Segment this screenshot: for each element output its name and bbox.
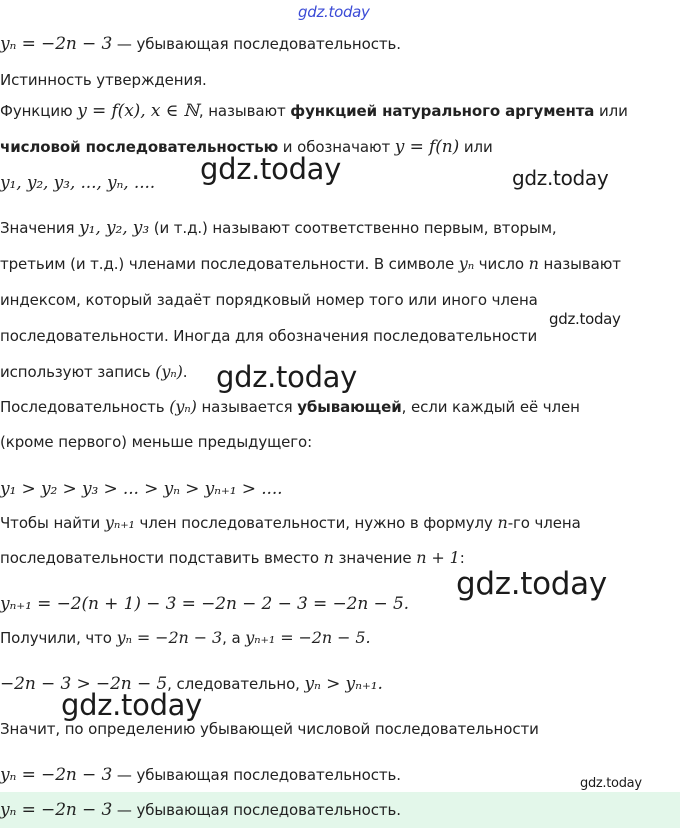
watermark: gdz.today bbox=[580, 776, 642, 791]
terms-line-3: индексом, который задаёт порядковый номер того или иного члена bbox=[0, 291, 538, 309]
bold-term: числовой последовательностью bbox=[0, 138, 279, 156]
watermark: gdz.today bbox=[549, 310, 621, 328]
watermark: gdz.today bbox=[456, 566, 607, 602]
final-answer: yₙ = −2n − 3 — убывающая последовательность. bbox=[0, 800, 401, 820]
formula: yₙ₊₁ = −2(n + 1) − 3 = −2n − 2 − 3 = −2n − 5. bbox=[0, 594, 409, 614]
terms-line-1: Значения y₁, y₂, y₃ (и т.д.) называют соответственно первым, вторым, bbox=[0, 218, 557, 238]
terms-line-2: третьим (и т.д.) членами последовательности. В символе yₙ число n называют bbox=[0, 254, 621, 273]
formula: y₁ > y₂ > y₃ > ... > yₙ > yₙ₊₁ > .... bbox=[0, 479, 283, 499]
formula: −2n − 3 > −2n − 5 bbox=[0, 674, 168, 694]
formula: y = f(n) bbox=[394, 137, 460, 157]
decreasing-definition-2: (кроме первого) меньше предыдущего: bbox=[0, 433, 313, 451]
result-line: Получили, что yₙ = −2n − 3, а yₙ₊₁ = −2n − 5. bbox=[0, 628, 371, 647]
formula: (yₙ) bbox=[169, 397, 197, 416]
formula: n bbox=[528, 254, 539, 273]
formula: yₙ = −2n − 3 bbox=[0, 765, 113, 785]
definition-line-1: Функцию y = f(x), x ∈ ℕ, называют функцией натурального аргумента или bbox=[0, 101, 628, 121]
terms-line-4: последовательности. Иногда для обозначения последовательности bbox=[0, 327, 538, 345]
sequence-notation bbox=[0, 173, 155, 193]
watermark: gdz.today bbox=[200, 152, 342, 186]
decreasing-chain bbox=[0, 479, 282, 499]
verification-heading: Истинность утверждения. bbox=[0, 71, 207, 89]
find-next-term-2: последовательности подставить вместо n значение n + 1: bbox=[0, 548, 465, 567]
formula: y₁, y₂, y₃, ..., yₙ, .... bbox=[0, 173, 156, 193]
decreasing-definition-1: Последовательность (yₙ) называется убывающей, если каждый её член bbox=[0, 397, 580, 416]
conclusion-intro: Значит, по определению убывающей числовой последовательности bbox=[0, 720, 539, 738]
terms-line-5: используют запись (yₙ). bbox=[0, 362, 188, 381]
formula: yₙ = −2n − 3 bbox=[0, 34, 113, 54]
bold-term: убывающей bbox=[297, 398, 402, 416]
definition-line-2: числовой последовательностью и обозначают y = f(n) или bbox=[0, 137, 493, 157]
comparison-line: −2n − 3 > −2n − 5, следовательно, yₙ > yₙ₊₁. bbox=[0, 674, 383, 694]
formula: yₙ > yₙ₊₁. bbox=[304, 674, 383, 694]
watermark: gdz.today bbox=[512, 166, 609, 190]
text: — убывающая последовательность. bbox=[112, 35, 401, 53]
next-term-computation bbox=[0, 594, 409, 614]
watermark: gdz.today bbox=[216, 360, 358, 394]
watermark-top: gdz.today bbox=[298, 3, 370, 21]
formula: n + 1 bbox=[416, 548, 460, 567]
formula: y₁, y₂, y₃ bbox=[79, 218, 150, 238]
watermark: gdz.today bbox=[61, 688, 203, 722]
find-next-term-1: Чтобы найти yₙ₊₁ член последовательности, нужно в формулу n-го члена bbox=[0, 513, 581, 532]
formula: n bbox=[497, 513, 508, 532]
formula: yₙ = −2n − 3 bbox=[0, 800, 113, 820]
formula: yₙ bbox=[458, 254, 475, 273]
bold-term: функцией натурального аргумента bbox=[290, 102, 595, 120]
formula: y = f(x), x ∈ ℕ bbox=[77, 101, 199, 121]
formula: yₙ = −2n − 3 bbox=[116, 628, 223, 647]
conclusion-line: yₙ = −2n − 3 — убывающая последовательность. bbox=[0, 765, 401, 785]
formula: n bbox=[323, 548, 334, 567]
formula: yₙ₊₁ bbox=[104, 513, 135, 532]
formula: yₙ₊₁ = −2n − 5. bbox=[245, 628, 371, 647]
formula: (yₙ) bbox=[155, 362, 183, 381]
statement-line bbox=[0, 34, 401, 54]
